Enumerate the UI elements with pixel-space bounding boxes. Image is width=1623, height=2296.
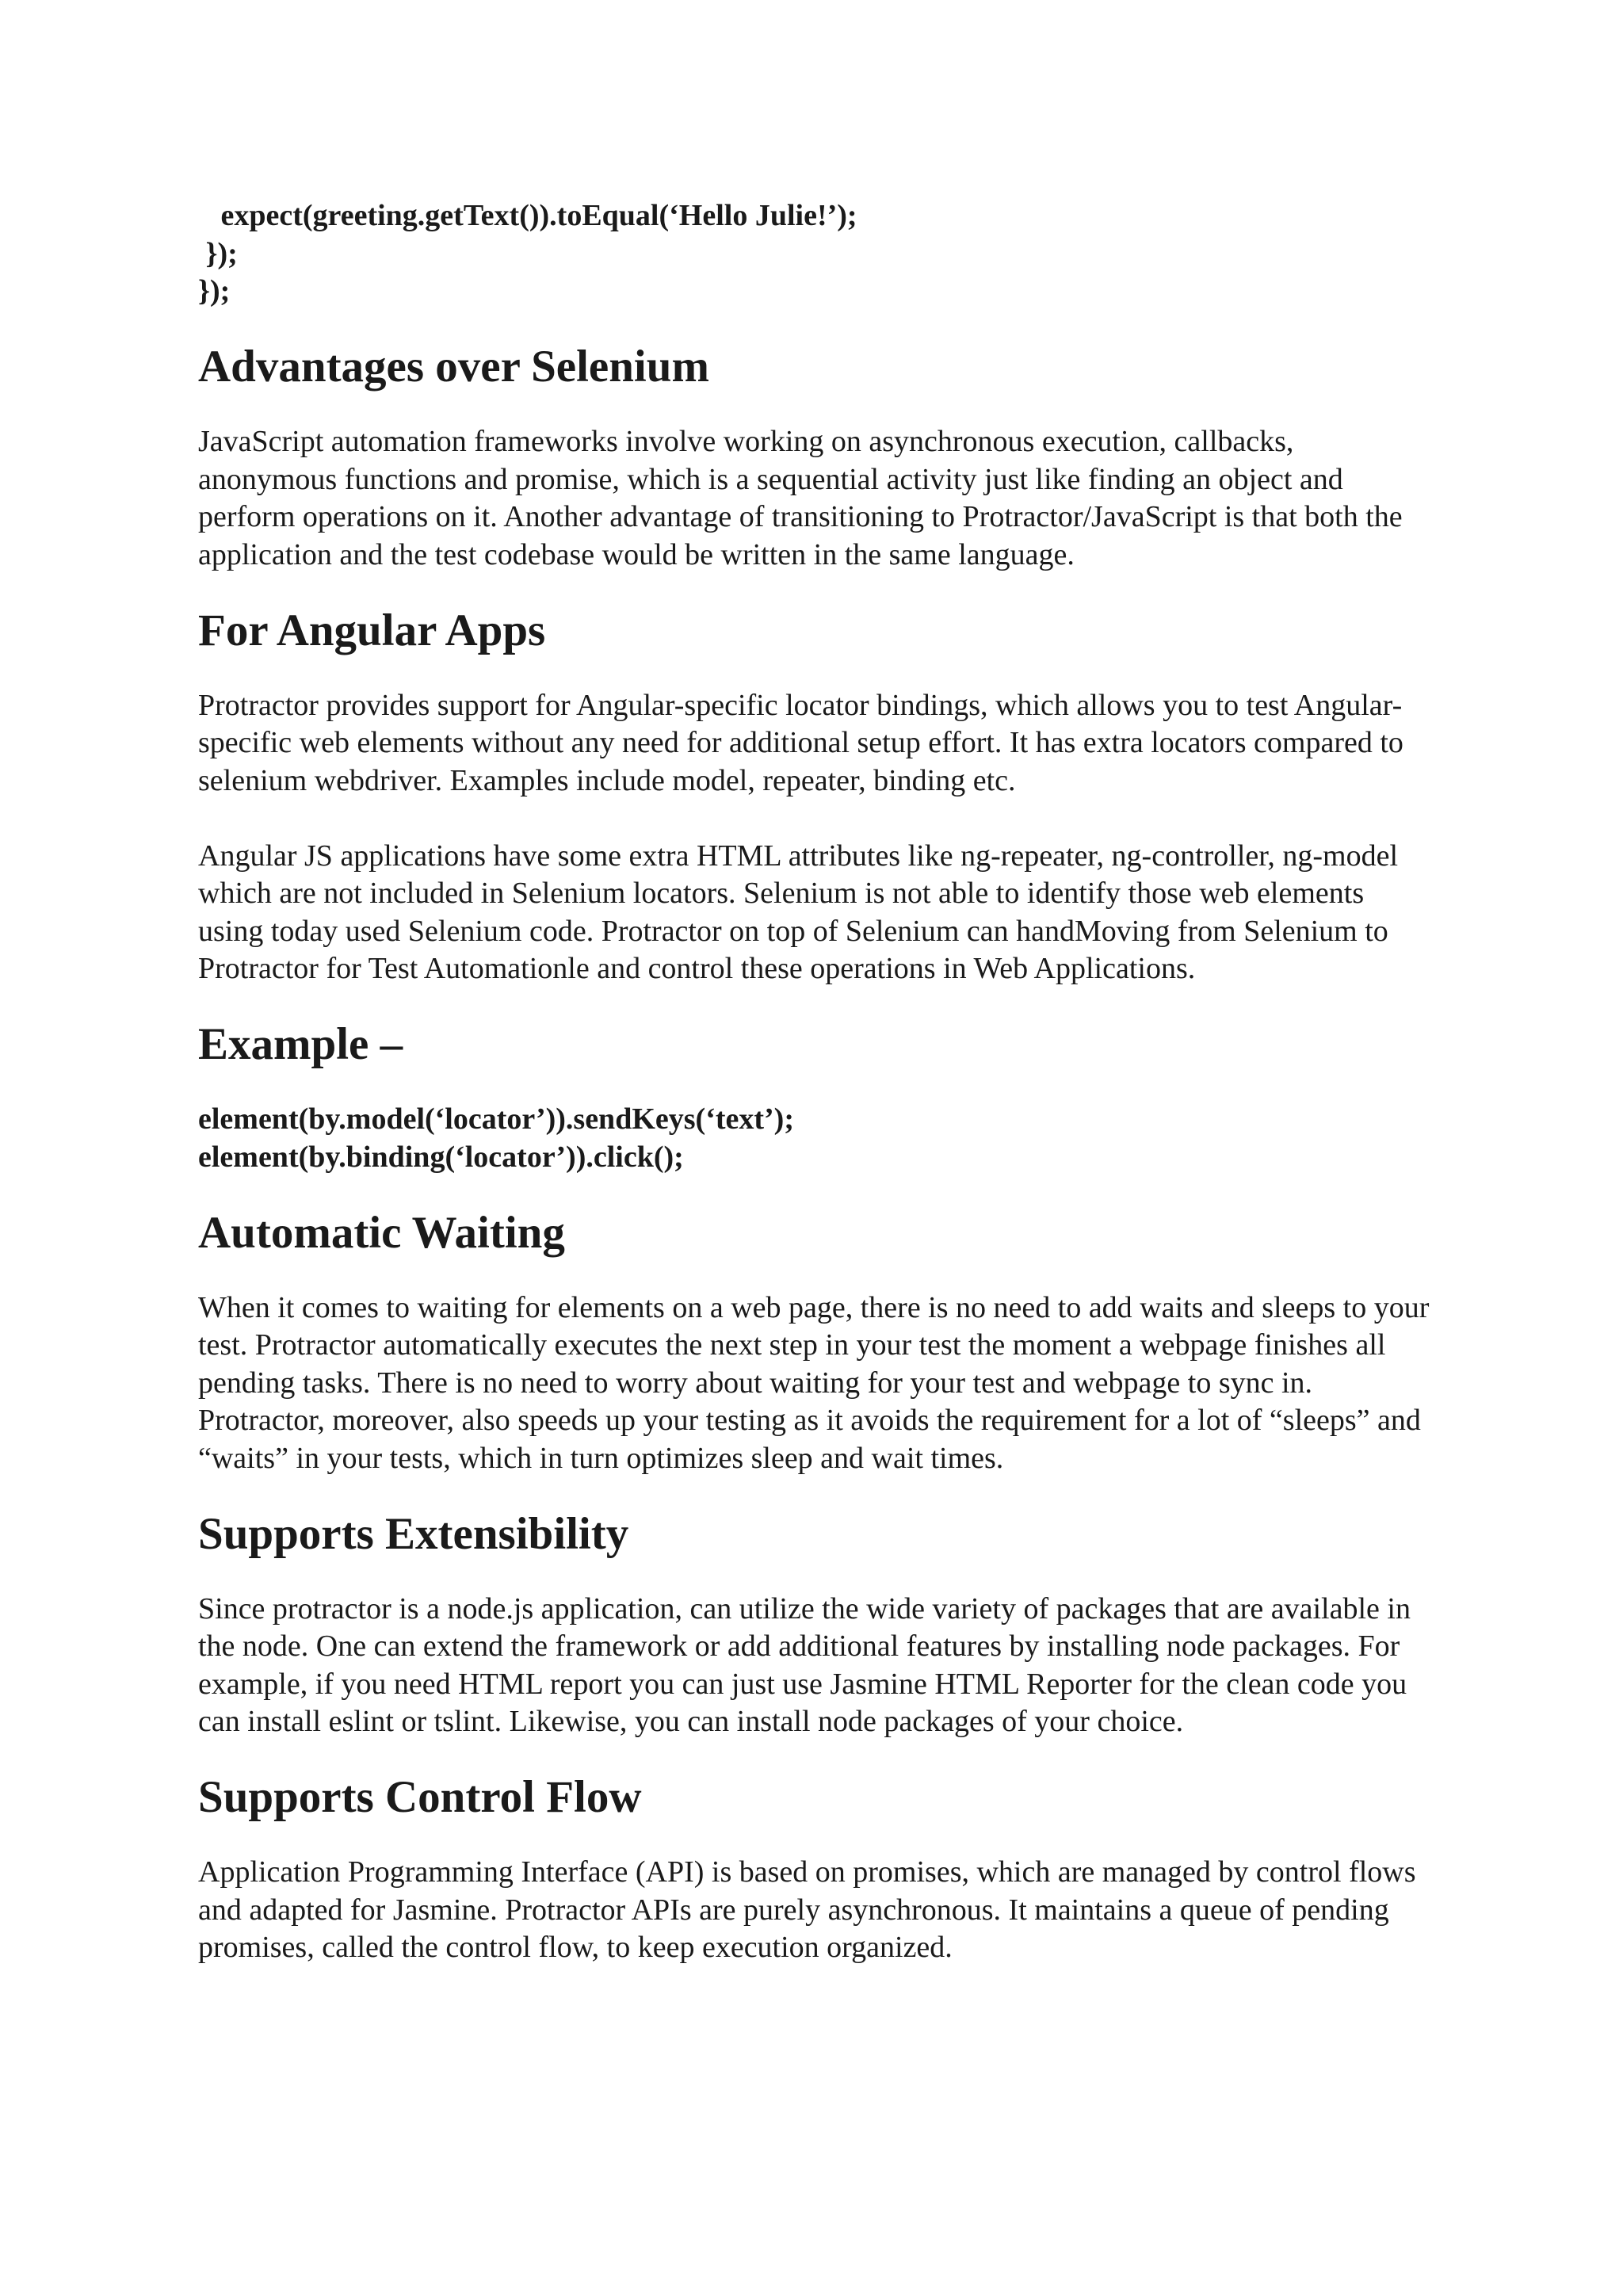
code-line: expect(greeting.getText()).toEqual(‘Hello Julie!’); bbox=[198, 199, 857, 232]
section-heading-control-flow: Supports Control Flow bbox=[198, 1772, 642, 1822]
section-heading-extensibility: Supports Extensibility bbox=[198, 1508, 629, 1559]
code-line: element(by.model(‘locator’)).sendKeys(‘text’); bbox=[198, 1102, 794, 1136]
paragraph: Application Programming Interface (API) is based on promises, which are managed by control flows and adapted for Jasmine. Protractor APIs are purely asynchronous. It maintains a queue of pending promises, called the control flow, to keep execution organized. bbox=[198, 1855, 1416, 1964]
document-content bbox=[198, 197, 1434, 1967]
paragraph: Angular JS applications have some extra HTML attributes like ng-repeater, ng-controller, ng-model which are not included in Selenium locators. Selenium is not able to identify those web elements using today used Selenium code. Protractor on top of Selenium can handMoving from Selenium to Protractor for Test Automationle and control these operations in Web Applications. bbox=[198, 839, 1399, 985]
paragraph: Protractor provides support for Angular-specific locator bindings, which allows you to test Angular-specific web elements without any need for additional setup effort. It has extra locators compared to selenium webdriver. Examples include model, repeater, binding etc. bbox=[198, 688, 1403, 797]
section-heading-example: Example – bbox=[198, 1019, 403, 1069]
code-line: }); bbox=[198, 236, 238, 270]
section-heading-angular-apps: For Angular Apps bbox=[198, 605, 546, 655]
code-snippet-top bbox=[198, 197, 1434, 311]
paragraph: JavaScript automation frameworks involve working on asynchronous execution, callbacks, anonymous functions and promise, which is a sequential activity just like finding an object and perform operations on it. Another advantage of transitioning to Protractor/JavaScript is that both the application and the test codebase would be written in the same language. bbox=[198, 425, 1403, 571]
paragraph: When it comes to waiting for elements on a web page, there is no need to add waits and sleeps to your test. Protractor automatically executes the next step in your test the moment a webpage finishes all pending tasks. There is no need to worry about waiting for your test and webpage to sync in. Protractor, moreover, also speeds up your testing as it avoids the requirement for a lot of “sleeps” and “waits” in your tests, which in turn optimizes sleep and wait times. bbox=[198, 1290, 1430, 1475]
code-line: }); bbox=[198, 274, 231, 308]
section-heading-advantages: Advantages over Selenium bbox=[198, 342, 709, 392]
code-snippet-example bbox=[198, 1101, 1434, 1176]
paragraph: Since protractor is a node.js application, can utilize the wide variety of packages that are available in the node. One can extend the framework or add additional features by installing node packages. For example, if you need HTML report you can just use Jasmine HTML Reporter for the clean code you can install eslint or tslint. Likewise, you can install node packages of your choice. bbox=[198, 1591, 1411, 1738]
section-heading-automatic-waiting: Automatic Waiting bbox=[198, 1207, 565, 1258]
code-line: element(by.binding(‘locator’)).click(); bbox=[198, 1140, 684, 1174]
